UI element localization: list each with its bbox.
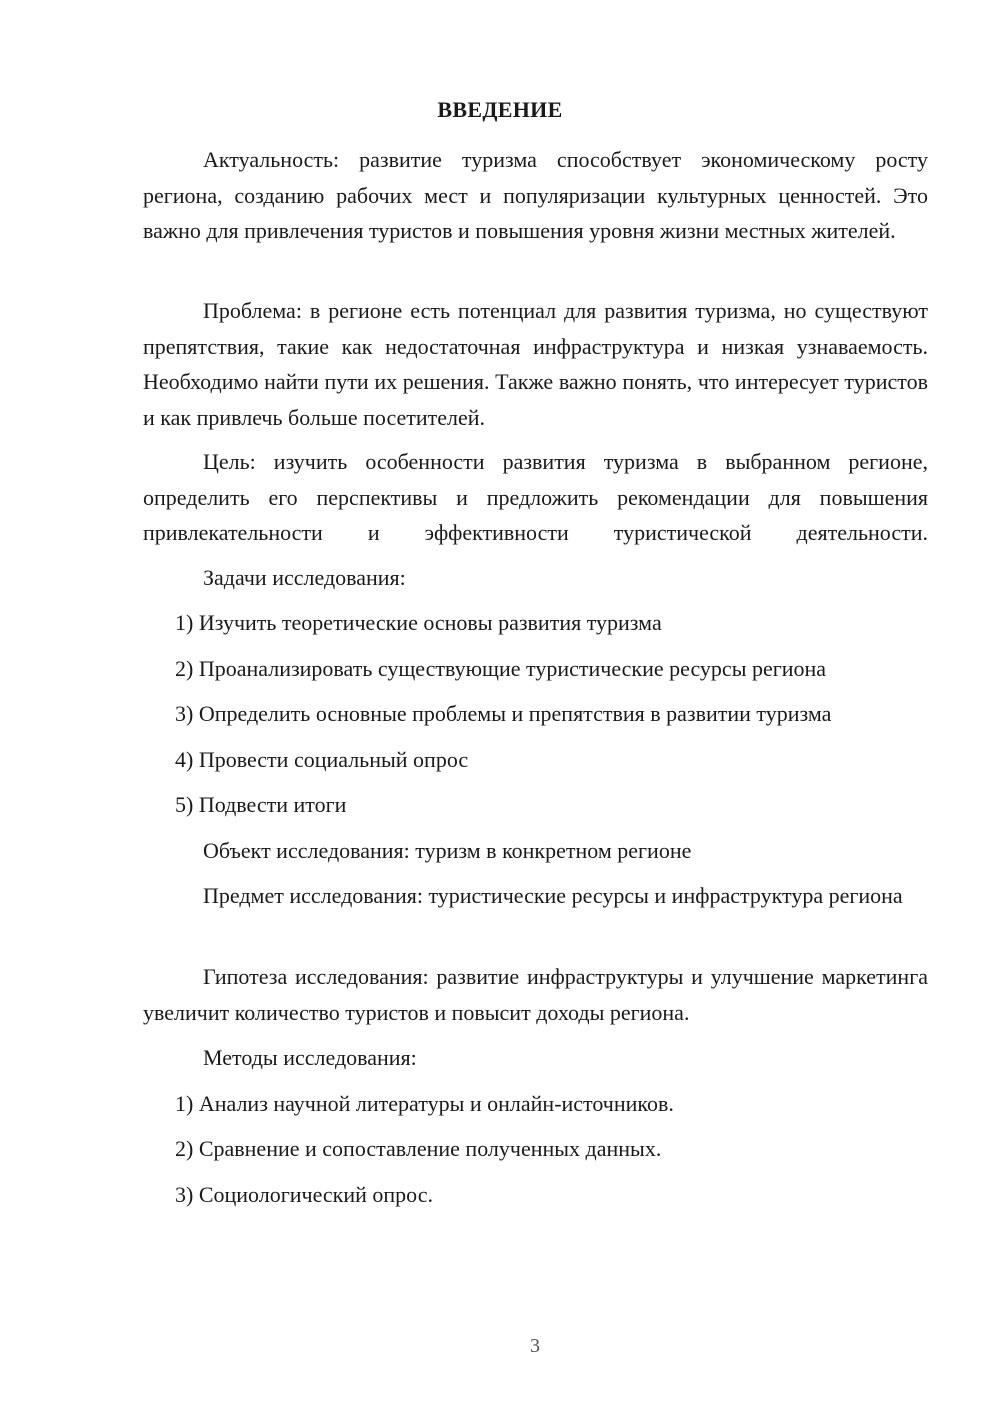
hypothesis-paragraph: Гипотеза исследования: развитие инфраструктуры и улучшение маркетинга увеличит количество туристов и повысит доходы региона. [143, 964, 928, 1025]
page-title: ВВЕДЕНИЕ [437, 97, 563, 122]
relevance-paragraph: Актуальность: развитие туризма способствует экономическому росту региона, созданию рабочих мест и популяризации культурных ценностей. Это важно для привлечения туристов и повышения уровня жизни местных жителей. [143, 147, 928, 243]
method-item: 1) Анализ научной литературы и онлайн-источников. [175, 1091, 674, 1116]
problem-paragraph: Проблема: в регионе есть потенциал для развития туризма, но существуют препятствия, такие как недостаточная инфраструктура и низкая узнаваемость. Необходимо найти пути их решения. Также важно понять, что интересует туристов и как привлечь больше посетителей. [143, 298, 928, 430]
goal-paragraph: Цель: изучить особенности развития туризма в выбранном регионе, определить его перспективы и предложить рекомендации для повышения привлекательности и эффективности туристической деятельности. [143, 449, 928, 545]
task-item: 5) Подвести итоги [175, 792, 347, 817]
methods-heading: Методы исследования: [203, 1045, 417, 1070]
task-item: 1) Изучить теоретические основы развития туризма [175, 610, 662, 635]
subject-paragraph: Предмет исследования: туристические ресурсы и инфраструктура региона [203, 883, 903, 908]
task-item: 4) Провести социальный опрос [175, 747, 469, 772]
tasks-heading: Задачи исследования: [203, 565, 406, 590]
page-number: 3 [530, 1335, 540, 1357]
object-line: Объект исследования: туризм в конкретном регионе [203, 838, 692, 863]
method-item: 2) Сравнение и сопоставление полученных данных. [175, 1136, 662, 1161]
method-item: 3) Социологический опрос. [175, 1182, 433, 1207]
task-item: 3) Определить основные проблемы и препятствия в развитии туризма [175, 701, 832, 726]
task-item: 2) Проанализировать существующие туристические ресурсы региона [175, 656, 827, 681]
